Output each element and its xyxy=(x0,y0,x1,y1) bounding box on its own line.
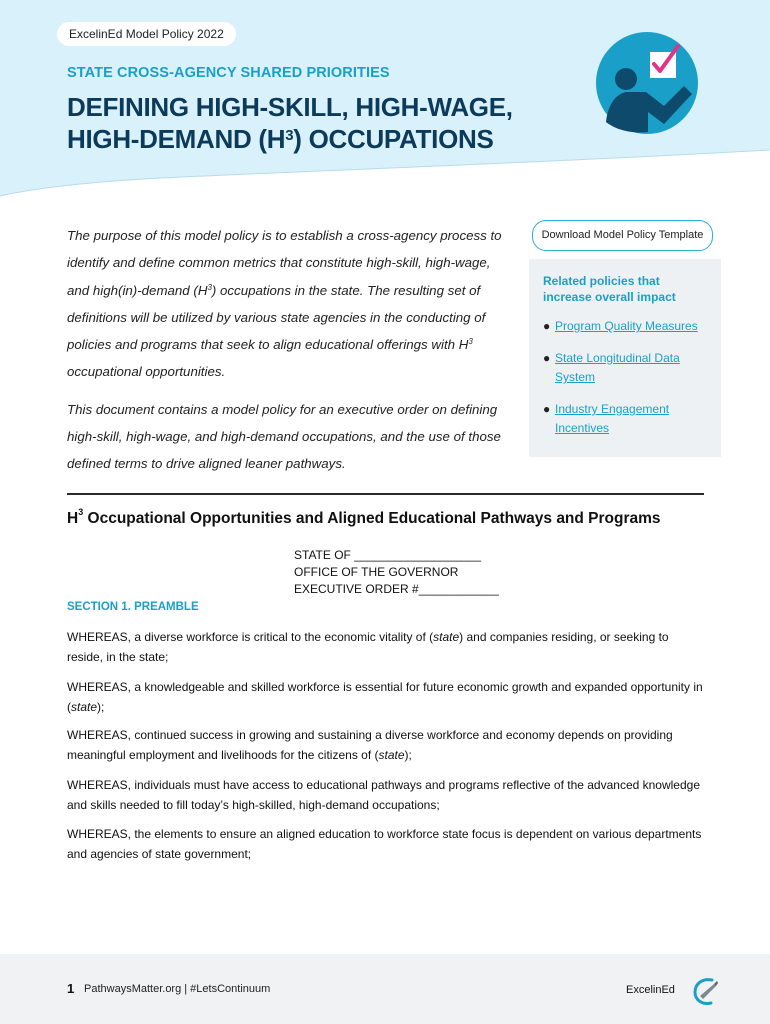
excelined-logo-icon xyxy=(690,974,720,1008)
bullet-icon: ● xyxy=(543,351,551,365)
title-line-2-start: HIGH-DEMAND (H xyxy=(67,124,286,154)
preamble-heading: SECTION 1. PREAMBLE xyxy=(67,601,199,613)
related-policies-title: Related policies that increase overall impact xyxy=(543,274,676,304)
intro-paragraph-2: This document contains a model policy for an executive order on defining high-skill, high-wage, and high-demand occupations, and the use of those defined terms to drive aligned leaner pathways. xyxy=(67,401,501,472)
state-line: STATE OF ___________________ xyxy=(294,548,482,562)
whereas-clause-1: WHEREAS, a diverse workforce is critical to the economic vitality of (state) and companies residing, or seeking to reside, in the state; xyxy=(67,630,669,664)
whereas-clause-3: WHEREAS, continued success in growing and sustaining a diverse workforce and economy depends on providing meaningful employment and livelihoods for the citizens of (state); xyxy=(67,728,673,762)
page-title xyxy=(67,91,513,155)
whereas-clause-2: WHEREAS, a knowledgeable and skilled workforce is essential for future economic growth and expanded opportunity in (state); xyxy=(67,680,703,714)
bullet-icon: ● xyxy=(543,319,551,333)
link-state-longitudinal-data-system[interactable]: State Longitudinal Data System xyxy=(555,351,680,384)
policy-year-badge: ExcelinEd Model Policy 2022 xyxy=(57,22,236,46)
section-divider xyxy=(67,493,704,495)
section-heading: $H^3$ Occupational Opportunities and Aligned Educational Pathways and Programs xyxy=(67,507,661,527)
page-footer xyxy=(0,954,770,1024)
footer-brand: ExcelinEd xyxy=(626,984,675,996)
title-superscript: 3 xyxy=(285,127,294,144)
download-template-button[interactable]: Download Model Policy Template xyxy=(532,220,713,251)
list-item xyxy=(543,317,707,336)
page-number: 1 xyxy=(67,981,75,996)
executive-order-header xyxy=(294,547,499,598)
intro-text xyxy=(67,222,515,478)
link-industry-engagement-incentives[interactable]: Industry Engagement Incentives xyxy=(555,402,670,435)
bullet-icon: ● xyxy=(543,402,551,416)
related-policies-list xyxy=(543,317,707,438)
office-line: OFFICE OF THE GOVERNOR xyxy=(294,565,459,579)
kicker-heading: STATE CROSS-AGENCY SHARED PRIORITIES xyxy=(67,65,390,81)
whereas-clause-4: WHEREAS, individuals must have access to educational pathways and programs reflective of the advanced knowledge and skills needed to fill today’s high-skilled, high-demand occupations; xyxy=(67,778,701,812)
list-item xyxy=(543,349,707,387)
related-policies-panel xyxy=(529,259,721,457)
order-number-line: EXECUTIVE ORDER #____________ xyxy=(294,582,499,596)
success-person-icon xyxy=(596,32,698,134)
footer-links[interactable]: PathwaysMatter.org | #LetsContinuum xyxy=(84,983,271,995)
whereas-clause-5: WHEREAS, the elements to ensure an aligned education to workforce state focus is dependent on various departments and agencies of state government; xyxy=(67,827,702,861)
intro-paragraph-1: The purpose of this model policy is to establish a cross-agency process to identify and define common metrics that constitute high-skill, high-wage, and high(in)-demand $(H^3)$ occupations in the state. The resulting set of definitions will be utilized by various state agencies in the conducting of policies and programs that seek to align educational offerings with $H^3$ occupational opportunities. xyxy=(67,228,502,380)
title-line-2-end: ) OCCUPATIONS xyxy=(293,124,494,154)
link-program-quality-measures[interactable]: Program Quality Measures xyxy=(555,319,698,333)
title-line-1: DEFINING HIGH-SKILL, HIGH-WAGE, xyxy=(67,92,513,122)
list-item xyxy=(543,400,707,438)
